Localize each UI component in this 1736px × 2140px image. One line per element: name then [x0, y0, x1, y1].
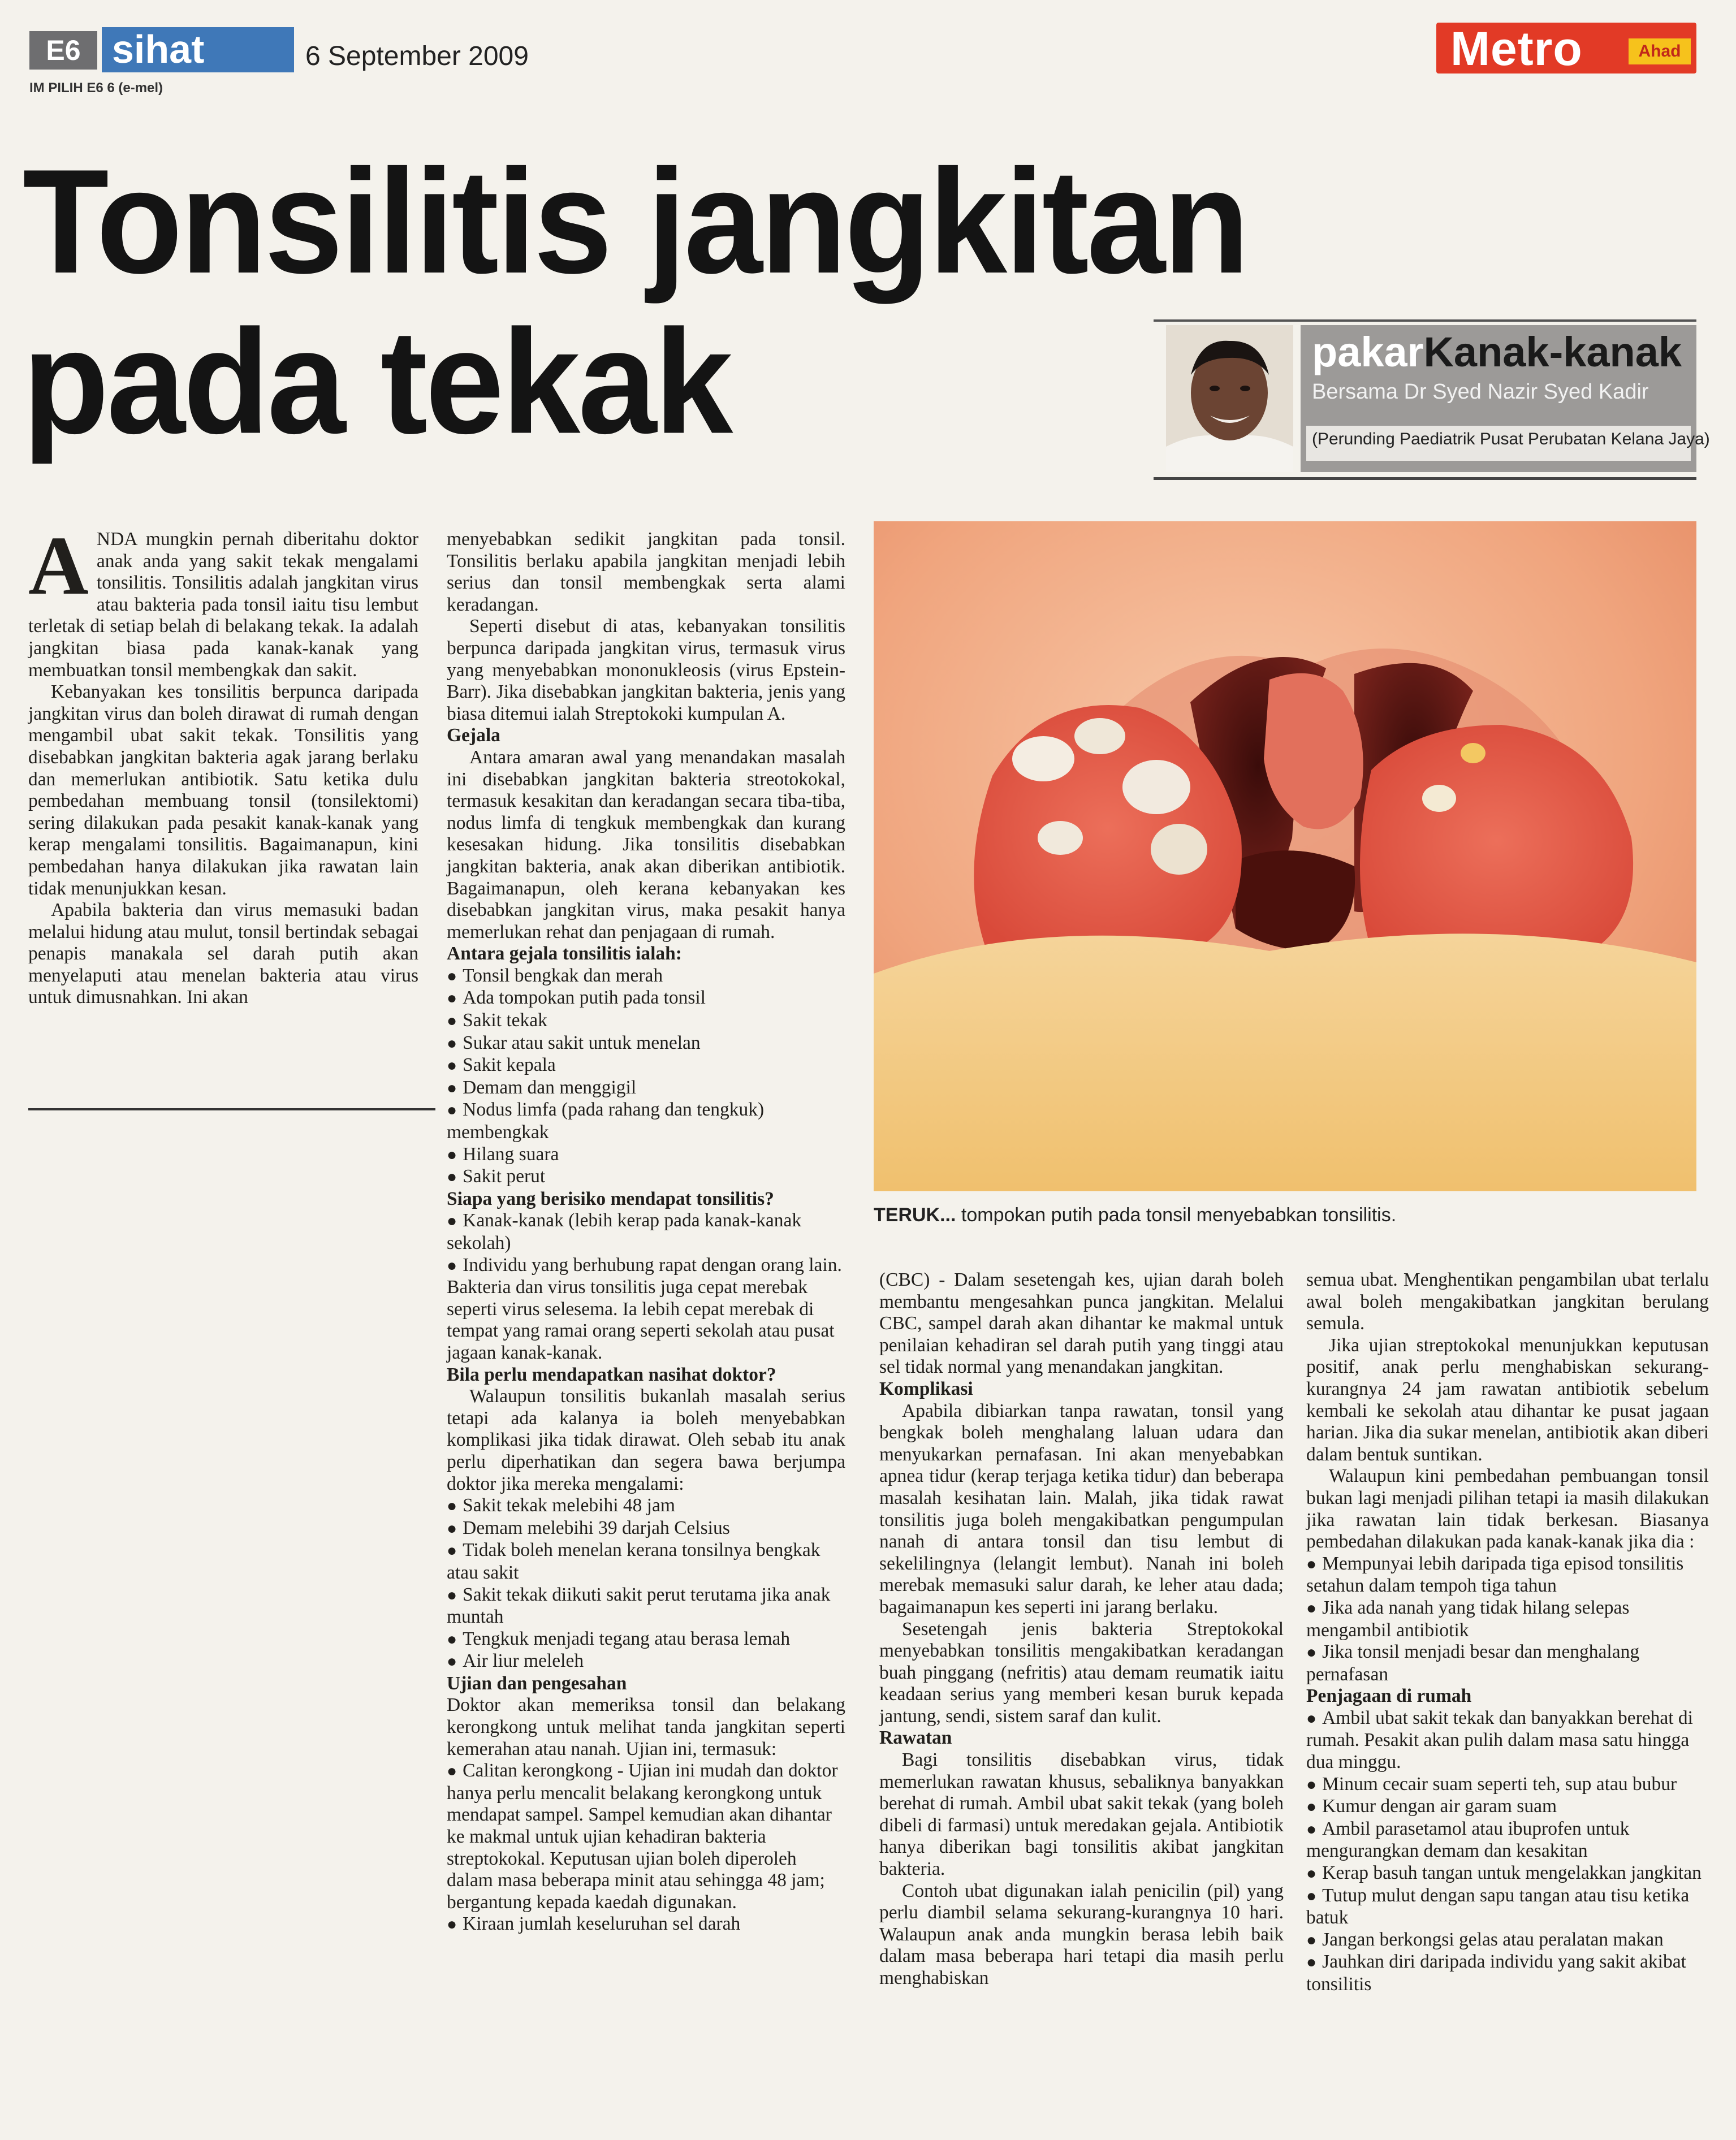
paragraph: Apabila bakteria dan virus memasuki badan melalui hidung atau mulut, tonsil bertindak sebagai penapis manakala sel darah putih akan menyelaputi atau menelan bakteria atau virus untuk dimusnahkan. Ini akan	[28, 900, 418, 1008]
doctor-item: ● Sakit tekak melebihi 48 jam	[447, 1495, 845, 1518]
home-care-item: ● Tutup mulut dengan sapu tangan atau tisu ketika batuk	[1306, 1885, 1709, 1929]
subheading-complications: Komplikasi	[879, 1378, 973, 1399]
paragraph: Bagi tonsilitis disebabkan virus, tidak memerlukan rawatan khusus, sebaliknya banyakkan berehat di rumah. Ambil ubat sakit tekak (yang boleh dibeli di farmasi) untuk meredakan gejala. Antibiotik hanya diberikan bagi tonsilitis akibat jangkitan bakteria.	[879, 1749, 1284, 1880]
symptom-item: ● Nodus limfa (pada rahang dan tengkuk) membengkak	[447, 1099, 845, 1143]
doctor-item: ● Demam melebihi 39 darjah Celsius	[447, 1518, 845, 1540]
paragraph: Kebanyakan kes tonsilitis berpunca daripada jangkitan virus dan boleh dirawat di rumah dengan mengambil ubat sakit tekak. Tonsilitis yang disebabkan jangkitan bakteria agak jarang berlaku dan memerlukan antibiotik. Satu ketika dulu pembedahan membuang tonsil (tonsilektomi) sering dilakukan pada pesakit kanak-kanak yang kerap mengalami tonsilitis. Bagaimanapun, kini pembedahan hanya dilakukan jika rawatan lain tidak menunjukkan kesan.	[28, 681, 418, 899]
paragraph: Apabila dibiarkan tanpa rawatan, tonsil yang bengkak boleh menghalang laluan udara dan menyukarkan pernafasan. Ini akan menyebabkan apnea tidur (kerap terjaga ketika tidur) dan beberapa masalah kesihatan lain. Malah, jika tidak rawat tonsilitis juga boleh mengakibatkan pengumpulan nanah di antara tonsil dan tisu lembut di sekelilingnya (lelangit lembut). Nanah ini boleh merebak memasuki salur darah, ke leher atau dada; bagaimanapun kes seperti ini jarang berlaku.	[879, 1400, 1284, 1618]
symptom-item: ● Hilang suara	[447, 1144, 845, 1166]
column-divider	[28, 1108, 435, 1110]
symptom-item: ● Sukar atau sakit untuk menelan	[447, 1032, 845, 1055]
author-portrait	[1166, 325, 1293, 472]
surgery-item: ● Jika ada nanah yang tidak hilang selepas mengambil antibiotik	[1306, 1597, 1709, 1641]
tonsil-photo-drawing	[874, 521, 1696, 1191]
intro-paragraph	[28, 520, 418, 681]
paragraph: Doktor akan memeriksa tonsil dan belakang kerongkong untuk melihat tanda jangkitan seperti kemerahan atau nanah. Ujian ini, termasuk:	[447, 1694, 845, 1759]
doctor-item: ● Sakit tekak diikuti sakit perut terutama jika anak muntah	[447, 1584, 845, 1628]
subheading-risk: Siapa yang berisiko mendapat tonsilitis?	[447, 1188, 774, 1209]
risk-item: ● Kanak-kanak (lebih kerap pada kanak-kanak sekolah)	[447, 1210, 845, 1254]
surgery-item: ● Jika tonsil menjadi besar dan menghalang pernafasan	[1306, 1641, 1709, 1685]
author-name: Bersama Dr Syed Nazir Syed Kadir	[1312, 380, 1649, 404]
paragraph: semua ubat. Menghentikan pengambilan ubat terlalu awal boleh mengakibatkan jangkitan berulang semula.	[1306, 1269, 1709, 1334]
doctor-item: ● Air liur meleleh	[447, 1650, 845, 1673]
test-item: ● Calitan kerongkong - Ujian ini mudah dan doktor hanya perlu mencalit belakang kerongkong untuk mendapat sampel. Sampel kemudian akan dihantar ke makmal untuk ujian kehadiran bakteria streptokokal. Keputusan ujian boleh diperoleh dalam masa beberapa minit atau sehingga 48 jam; bergantung kepada kaedah digunakan.	[447, 1760, 845, 1913]
headline	[23, 138, 1323, 465]
column-title	[1312, 328, 1682, 376]
paragraph: Walaupun tonsilitis bukanlah masalah serius tetapi ada kalanya ia boleh menyebabkan komplikasi jika tidak dirawat. Oleh sebab itu anak perlu diperhatikan dan segera bawa berjumpa doktor jika mereka mengalami:	[447, 1386, 845, 1494]
symptom-item: ● Sakit tekak	[447, 1010, 845, 1032]
photo-caption	[874, 1204, 1396, 1226]
paragraph: Walaupun kini pembedahan pembuangan tonsil bukan lagi menjadi pilihan tetapi ia masih dilakukan jika rawatan lain tidak berkesan. Biasanya pembedahan dilakukan pada kanak-kanak jika dia :	[1306, 1465, 1709, 1553]
doctor-item: ● Tidak boleh menelan kerana tonsilnya bengkak atau sakit	[447, 1540, 845, 1584]
publication-tag: Ahad	[1629, 38, 1691, 64]
paragraph: Contoh ubat digunakan ialah penicilin (pil) yang perlu diambil selama sekurang-kurangnya 10 hari. Walaupun anak anda mungkin berasa lebih baik dalam masa beberapa hari tetapi dia masih perlu menghabiskan	[879, 1880, 1284, 1988]
symptom-item: ● Demam dan menggigil	[447, 1077, 845, 1100]
home-care-item: ● Kumur dengan air garam suam	[1306, 1796, 1709, 1818]
home-care-item: ● Ambil parasetamol atau ibuprofen untuk mengurangkan demam dan kesakitan	[1306, 1818, 1709, 1862]
intro-text: NDA mungkin pernah diberitahu doktor anak anda yang sakit tekak mengalami tonsilitis. Tonsilitis adalah jangkitan virus atau bakteria pada tonsil iaitu tisu lembut terletak di setiap belah di belakang tekak. Ia adalah jangkitan biasa pada kanak-kanak yang membuatkan tonsil membengkak dan sakit.	[28, 529, 418, 681]
page-number: E6	[29, 31, 97, 70]
section-name: sihat	[102, 27, 294, 72]
home-care-item: ● Jauhkan diri daripada individu yang sakit akibat tonsilitis	[1306, 1951, 1709, 1995]
symptom-item: ● Ada tompokan putih pada tonsil	[447, 987, 845, 1010]
drop-cap: A	[28, 520, 89, 612]
paragraph: Sesetengah jenis bakteria Streptokokal menyebabkan tonsilitis mengakibatkan keradangan buah pinggang (nefritis) atau demam reumatik iaitu keadaan serius yang memberi kesan buruk kepada jantung, sendi, sistem saraf dan kulit.	[879, 1618, 1284, 1727]
symptom-item: ● Sakit perut	[447, 1166, 845, 1188]
paragraph: Antara amaran awal yang menandakan masalah ini disebabkan jangkitan bakteria streotokokal, termasuk kesakitan dan keradangan secara tiba-tiba, nodus limfa di tengkuk membengkak dan kurang kesesakan hidung. Jika tonsilitis disebabkan jangkitan bakteria, anak akan diberikan antibiotik. Bagaimanapun, oleh kerana kebanyakan kes disebabkan jangkitan virus, maka pesakit hanya memerlukan rehat dan penjagaan di rumah.	[447, 746, 845, 943]
paragraph: (CBC) - Dalam sesetengah kes, ujian darah boleh membantu mengesahkan punca jangkitan. Melalui CBC, sampel darah akan dihantar ke makmal untuk penilaian kehadiran sel darah putih yang tinggi atau sel tidak normal yang menandakan jangkitan.	[879, 1269, 1284, 1378]
article-column-1	[28, 520, 418, 1009]
home-care-item: ● Jangan berkongsi gelas atau peralatan makan	[1306, 1929, 1709, 1952]
home-care-item: ● Minum cecair suam seperti teh, sup atau bubur	[1306, 1774, 1709, 1796]
home-care-item: ● Ambil ubat sakit tekak dan banyakkan berehat di rumah. Pesakit akan pulih dalam masa satu hingga dua minggu.	[1306, 1707, 1709, 1774]
header-subline: IM PILIH E6 6 (e-mel)	[29, 80, 163, 96]
subheading-tests: Ujian dan pengesahan	[447, 1672, 627, 1694]
subheading-treatment: Rawatan	[879, 1727, 952, 1749]
author-portrait-drawing	[1166, 325, 1293, 472]
paragraph: menyebabkan sedikit jangkitan pada tonsil. Tonsilitis berlaku apabila jangkitan menjadi lebih serius dan tonsil membengkak serta alami keradangan.	[447, 529, 845, 615]
publication-name: Metro	[1450, 22, 1583, 75]
headline-line-2: pada tekak	[23, 299, 731, 465]
column-name: Kanak-kanak	[1423, 328, 1682, 375]
headline-line-1: Tonsilitis jangkitan	[23, 138, 1247, 304]
surgery-item: ● Mempunyai lebih daripada tiga episod tonsilitis setahun dalam tempoh tiga tahun	[1306, 1553, 1709, 1597]
column-prefix: pakar	[1312, 328, 1424, 375]
author-role: (Perunding Paediatrik Pusat Perubatan Kelana Jaya)	[1312, 430, 1710, 448]
home-care-item: ● Kerap basuh tangan untuk mengelakkan jangkitan	[1306, 1862, 1709, 1885]
caption-lead: TERUK...	[874, 1204, 956, 1226]
paragraph: Jika ujian streptokokal menunjukkan keputusan positif, anak perlu menghabiskan sekurang-kurangnya 24 jam rawatan antibiotik sebelum kembali ke sekolah atau dihantar ke pusat jagaan harian. Jika dia sukar menelan, antibiotik akan diberi dalam bentuk suntikan.	[1306, 1334, 1709, 1465]
paragraph: Seperti disebut di atas, kebanyakan tonsilitis berpunca daripada jangkitan virus, termasuk virus yang menyebabkan mononukleosis (virus Epstein-Barr). Jika disebabkan jangkitan bakteria, jenis yang biasa ditemui ialah Streptokoki kumpulan A.	[447, 616, 845, 724]
symptom-item: ● Tonsil bengkak dan merah	[447, 965, 845, 988]
article-column-4	[1306, 1269, 1709, 1996]
article-column-3	[879, 1269, 1284, 1990]
tonsil-photo	[874, 521, 1696, 1191]
caption-text: tompokan putih pada tonsil menyebabkan tonsilitis.	[956, 1204, 1397, 1226]
symptom-item: ● Sakit kepala	[447, 1054, 845, 1077]
publication-date: 6 September 2009	[305, 41, 529, 71]
test-item: ● Kiraan jumlah keseluruhan sel darah	[447, 1913, 845, 1936]
subheading-gejala: Gejala	[447, 725, 500, 746]
risk-item: ● Individu yang berhubung rapat dengan orang lain. Bakteria dan virus tonsilitis juga cepat merebak seperti virus selesema. Ia lebih cepat merebak di tempat yang ramai orang seperti sekolah atau pusat jagaan kanak-kanak.	[447, 1255, 845, 1364]
article-column-2	[447, 529, 845, 1936]
subheading-home-care: Penjagaan di rumah	[1306, 1685, 1472, 1707]
subheading-symptom-list: Antara gejala tonsilitis ialah:	[447, 943, 682, 965]
subheading-see-doctor: Bila perlu mendapatkan nasihat doktor?	[447, 1364, 776, 1385]
doctor-item: ● Tengkuk menjadi tegang atau berasa lemah	[447, 1628, 845, 1651]
